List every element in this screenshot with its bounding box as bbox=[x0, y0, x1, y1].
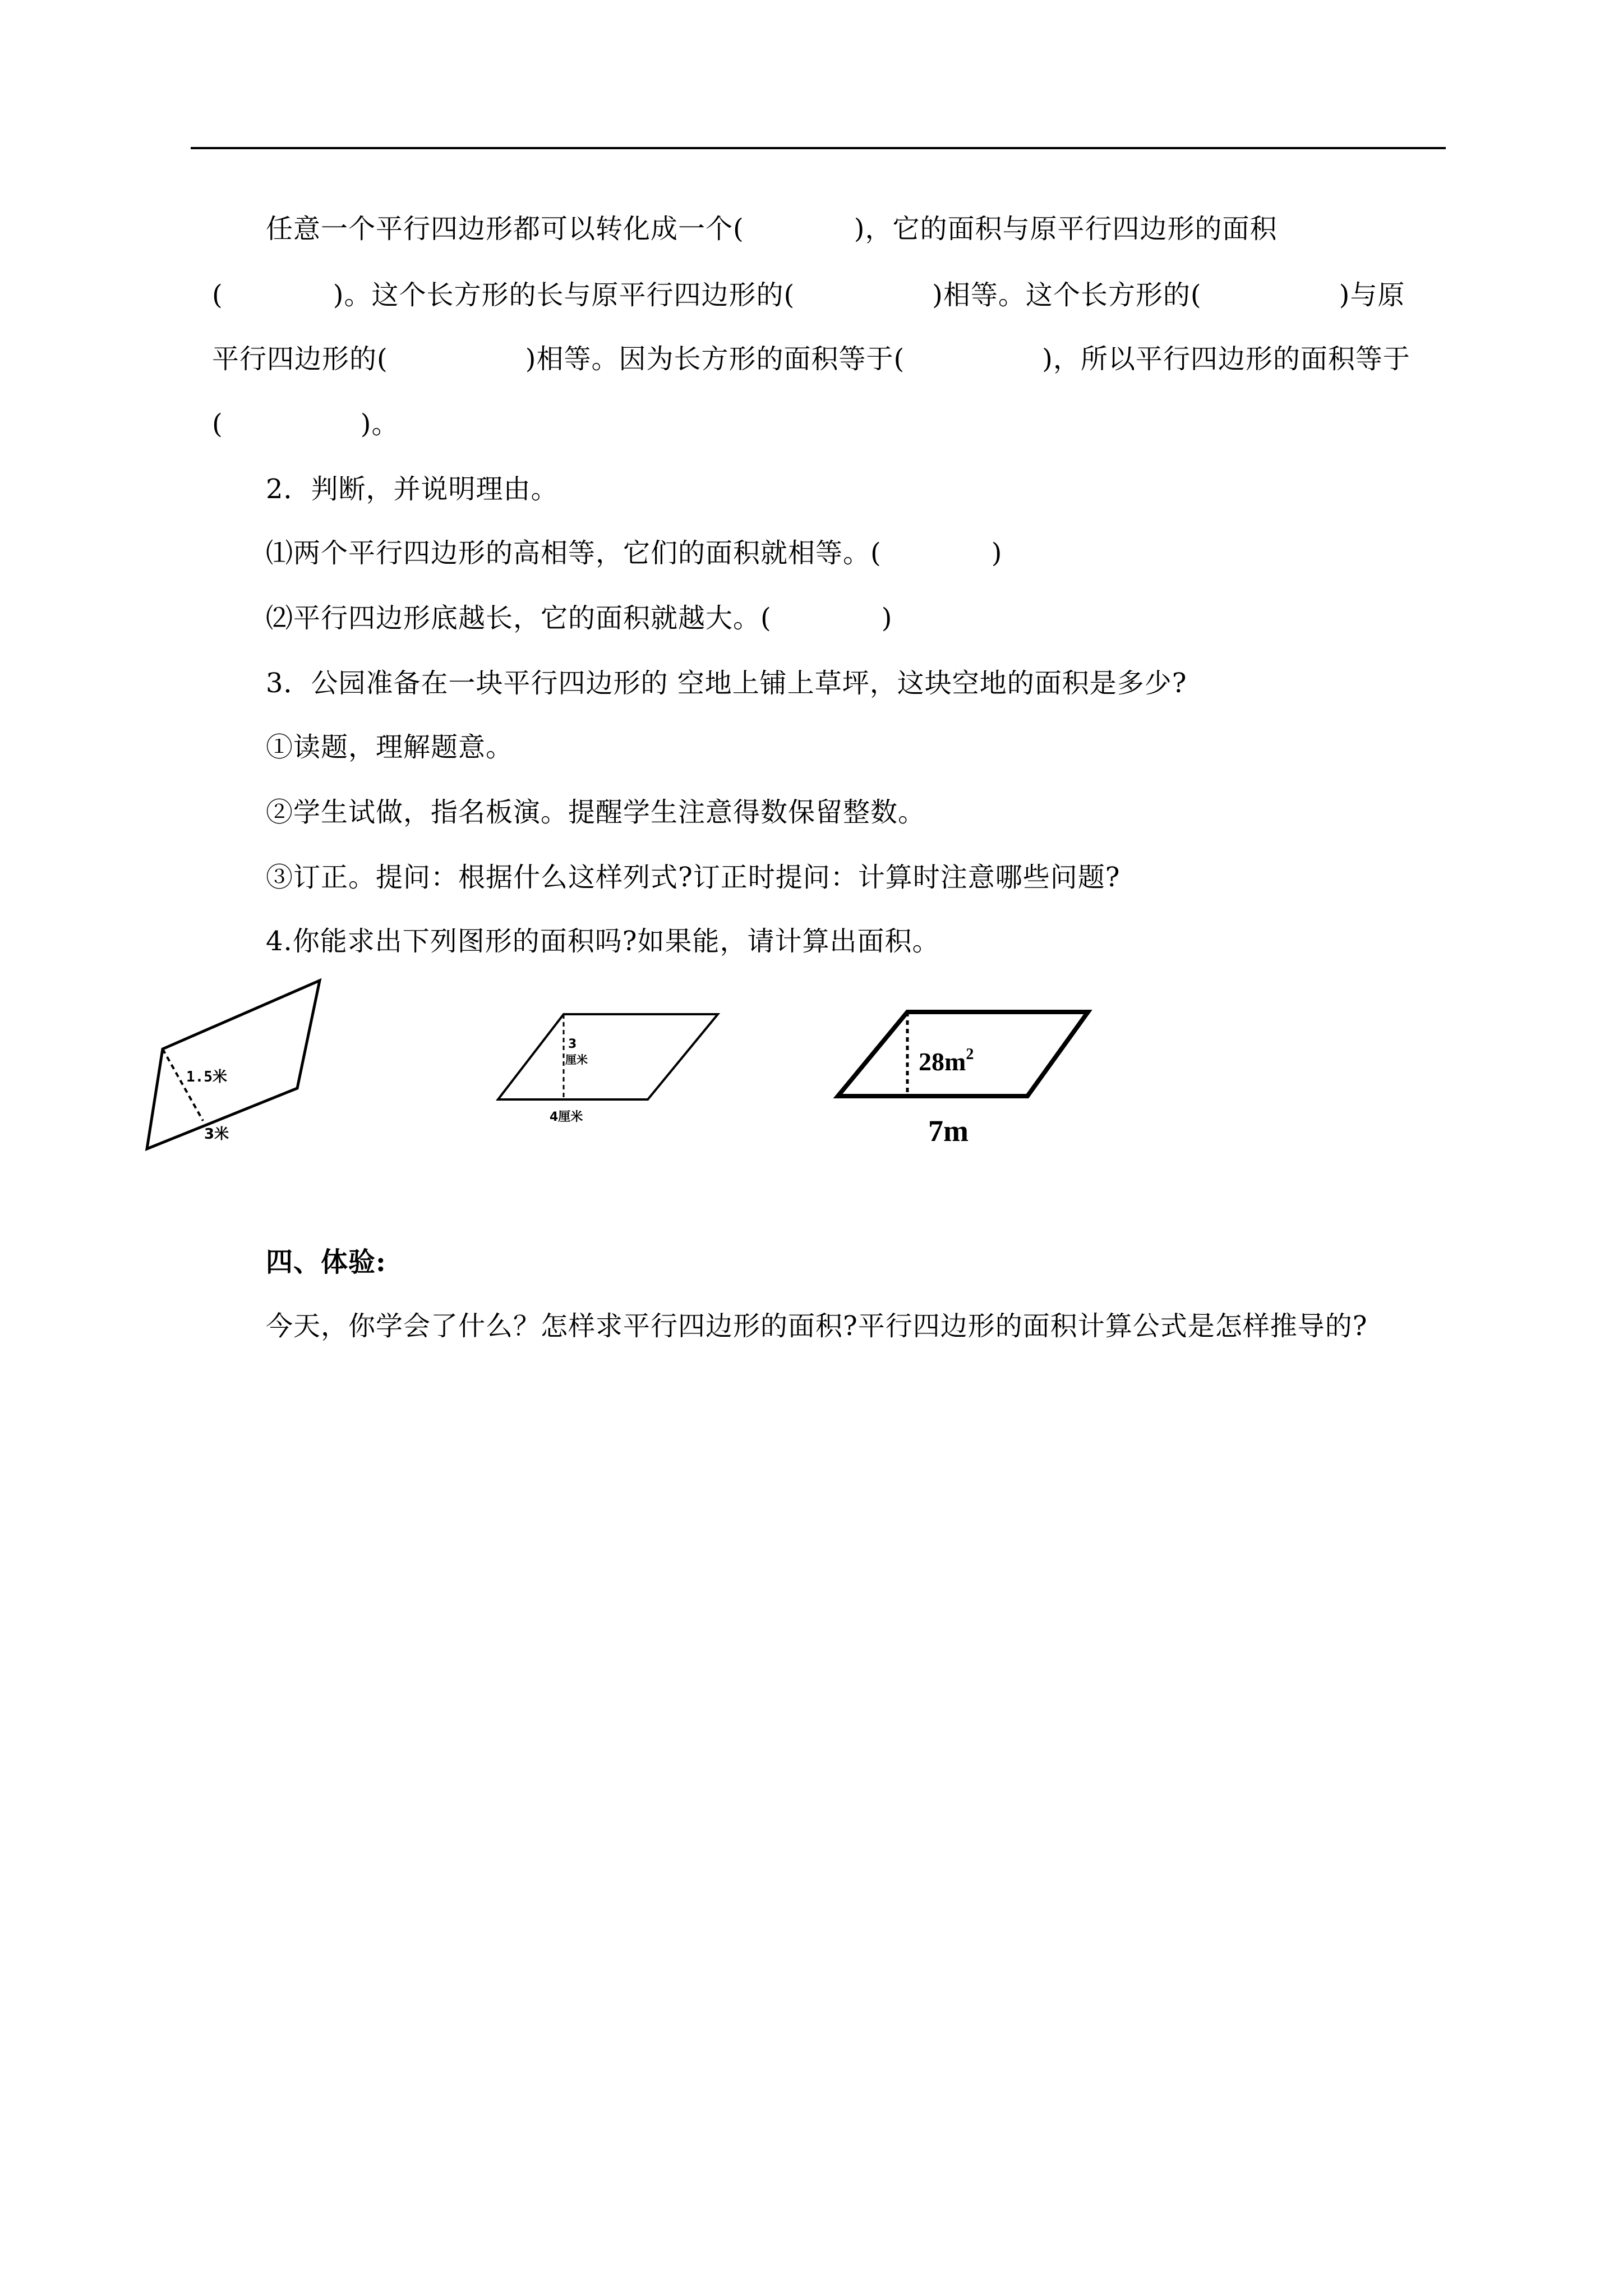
section-4-text: 今天，你学会了什么？怎样求平行四边形的面积?平行四边形的面积计算公式是怎样推导的? bbox=[266, 1310, 1368, 1342]
figure-1-outline bbox=[147, 981, 320, 1149]
figure-1-height-label: 1.5米 bbox=[186, 1069, 227, 1085]
figure-2-parallelogram bbox=[494, 1010, 729, 1133]
paragraph-1-line-3: 平行四边形的( )相等。因为长方形的面积等于( )，所以平行四边形的面积等于 bbox=[212, 343, 1410, 375]
figure-3-area-label: $28m^2$ bbox=[919, 1046, 974, 1076]
q2-item-1: ⑴两个平行四边形的高相等，它们的面积就相等。( ) bbox=[266, 537, 1003, 569]
figure-1-parallelogram bbox=[135, 970, 336, 1156]
figure-2-base-label: 4厘米 bbox=[550, 1110, 583, 1124]
paragraph-1-line-4: ( )。 bbox=[212, 408, 399, 440]
q3-step-3: ③订正。提问：根据什么这样列式?订正时提问：计算时注意哪些问题? bbox=[266, 862, 1121, 893]
paragraph-1-line-2: ( )。这个长方形的长与原平行四边形的( )相等。这个长方形的( )与原 bbox=[212, 279, 1405, 311]
q3-step-2: ②学生试做，指名板演。提醒学生注意得数保留整数。 bbox=[266, 797, 926, 828]
figure-1-base-label: 3米 bbox=[204, 1126, 229, 1143]
section-4-heading: 四、体验: bbox=[266, 1246, 386, 1278]
header-rule bbox=[191, 147, 1446, 149]
q3-title: 3．公园准备在一块平行四边形的 空地上铺上草坪，这块空地的面积是多少? bbox=[266, 668, 1187, 699]
figure-2-height-label-top: 3 bbox=[568, 1037, 577, 1051]
figure-3-base-label: 7m bbox=[928, 1114, 969, 1148]
q3-step-1: ①读题，理解题意。 bbox=[266, 731, 514, 763]
figure-2-outline bbox=[498, 1014, 718, 1099]
q4-title: 4.你能求出下列图形的面积吗?如果能，请计算出面积。 bbox=[266, 926, 940, 957]
figure-3-parallelogram bbox=[830, 1004, 1099, 1150]
paragraph-1-line-1: 任意一个平行四边形都可以转化成一个( )，它的面积与原平行四边形的面积 bbox=[266, 213, 1278, 245]
q2-item-2: ⑵平行四边形底越长，它的面积就越大。( ) bbox=[266, 602, 893, 634]
figure-2-height-label-bottom: 厘米 bbox=[565, 1053, 588, 1066]
q2-title: 2．判断，并说明理由。 bbox=[266, 473, 559, 505]
